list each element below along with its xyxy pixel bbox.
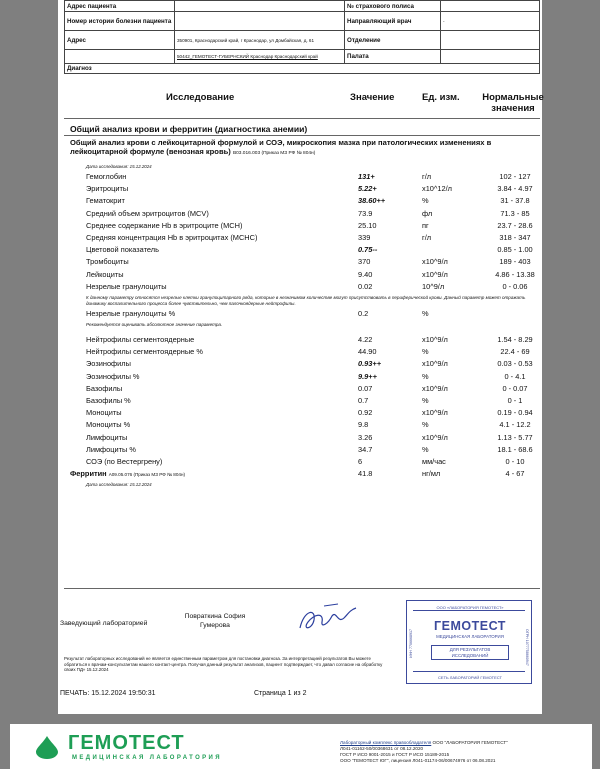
result-unit: % <box>422 371 429 381</box>
report-page <box>58 0 542 714</box>
result-value: 339 <box>358 233 371 242</box>
divider <box>64 588 540 589</box>
result-norm: 0 - 1 <box>507 396 523 405</box>
result-row <box>58 445 542 456</box>
ferritin-code: A09.05.076 (Приказ МЗ РФ № 804н) <box>108 472 186 477</box>
address-patient-label: Адрес пациента <box>65 1 175 12</box>
stamp-bottom-text: СЕТЬ ЛАБОРАТОРИЙ ГЕМОТЕСТ <box>438 675 502 680</box>
report-footer <box>10 724 592 769</box>
result-row <box>58 245 542 256</box>
address-value: 350901, Краснодарский край, г Краснодар, ул Домбайская, д. 61 <box>175 31 345 50</box>
result-name: Базофилы % <box>86 396 131 405</box>
result-name: Эозинофилы <box>86 359 131 369</box>
signature-name: Повраткина София Гумерова <box>184 613 246 629</box>
result-norm: 4.1 - 12.2 <box>499 420 531 430</box>
result-unit: x10^12/л <box>422 184 452 194</box>
result-value: 9.40 <box>358 269 373 279</box>
result-value: 0.2 <box>358 309 369 318</box>
doctor-label: Направляющий врач <box>345 12 441 31</box>
result-row <box>58 233 542 244</box>
result-row <box>58 408 542 419</box>
result-value: 131+ <box>358 172 375 181</box>
result-name: Моноциты % <box>86 420 131 430</box>
column-header-value: Значение <box>350 92 395 103</box>
ferritin-date: Дата исследования: 15.12.2024 <box>86 482 152 487</box>
result-unit: 10^9/л <box>422 281 445 291</box>
result-norm: 4.86 - 13.38 <box>495 269 535 279</box>
result-value: 73.9 <box>358 208 373 218</box>
result-unit: г/л <box>422 172 432 181</box>
result-unit: фл <box>422 208 433 218</box>
stamp-rule <box>413 671 525 672</box>
result-name: Средний объем эритроцитов (MCV) <box>86 208 209 218</box>
divider <box>64 118 540 119</box>
result-name: Нейтрофилы сегментоядерные % <box>86 347 203 357</box>
result-norm: 23.7 - 28.6 <box>497 220 533 230</box>
result-value: 0.02 <box>358 281 373 291</box>
result-value: 9.8 <box>358 420 369 430</box>
divider <box>64 135 540 136</box>
address-patient-value <box>175 1 345 12</box>
result-row <box>58 384 542 395</box>
stamp-subtitle: МЕДИЦИНСКАЯ ЛАБОРАТОРИЯ <box>436 634 504 639</box>
result-unit: % <box>422 196 429 206</box>
policy-value <box>441 1 540 12</box>
analysis-code: B03.016.003 (Приказ МЗ РФ № 804н) <box>232 151 316 156</box>
result-name: Лейкоциты <box>86 269 124 279</box>
disclaimer: Результат лабораторных исследований не является единственным параметром для постановки диагноза. За интерпретацией результатов Вы можете обратиться к врачам-консультантам нашего контакт-центра. Получая данный результат анализов, пациент подтверждает, что давал согласие на обработку своих ПД» 15.12.2024 <box>64 656 383 673</box>
result-name: Тромбоциты <box>86 257 129 267</box>
result-name: Эритроциты <box>86 184 129 194</box>
ward-label: Палата <box>345 50 441 64</box>
result-norm: 22.4 - 69 <box>500 347 530 357</box>
result-unit: пг <box>422 220 429 230</box>
result-unit: мм/час <box>422 457 446 466</box>
stamp-top-text: ООО «ЛАБОРАТОРИЯ ГЕМОТЕСТ» <box>436 605 504 610</box>
result-name: Базофилы <box>86 383 123 393</box>
history-value <box>175 12 345 31</box>
result-unit: % <box>422 309 429 318</box>
section-title: Общий анализ крови и ферритин (диагностика анемии) <box>70 124 308 134</box>
result-unit: г/л <box>422 233 432 242</box>
result-name: СОЭ (по Вестергрену) <box>86 457 163 466</box>
result-norm: 0 - 0.06 <box>502 281 528 291</box>
policy-label: № страхового полиса <box>345 1 441 12</box>
result-row <box>58 359 542 370</box>
drop-logo-icon <box>32 734 62 760</box>
note-absolute: Рекомендуется оценивать абсолютное значение параметра. <box>86 322 223 327</box>
study-date: Дата исследования: 15.12.2024 <box>86 164 152 169</box>
department-label: Отделение <box>345 31 441 50</box>
result-row <box>58 270 542 281</box>
result-value: 0.92 <box>358 408 373 418</box>
result-value: 6 <box>358 457 363 466</box>
column-header-study: Исследование <box>166 92 235 103</box>
lab-stamp <box>406 600 532 684</box>
result-name: Эозинофилы % <box>86 371 140 381</box>
diagnosis-label: Диагноз <box>65 64 540 74</box>
result-value: 3.26 <box>358 432 373 442</box>
footer-owner: ООО "ЛАБОРАТОРИЯ ГЕМОТЕСТ" <box>432 740 508 745</box>
result-unit: x10^9/л <box>422 359 448 369</box>
result-row <box>58 282 542 293</box>
result-name: Моноциты <box>86 408 122 418</box>
footer-brand: ГЕМОТЕСТ <box>68 732 185 754</box>
result-norm: 3.84 - 4.97 <box>497 184 533 194</box>
result-name: Цветовой показатель <box>86 245 159 255</box>
result-norm: 1.54 - 8.29 <box>497 335 533 344</box>
result-norm: 0 - 0.07 <box>502 383 528 393</box>
result-row <box>58 372 542 383</box>
result-value: 38.60++ <box>358 196 386 206</box>
result-value: 0.7 <box>358 396 369 405</box>
result-name: Лимфоциты % <box>86 444 136 454</box>
page-number: Страница 1 из 2 <box>254 690 307 697</box>
result-name: Незрелые гранулоциты % <box>86 309 176 318</box>
result-norm: 0.85 - 1.00 <box>497 245 533 255</box>
result-row <box>58 420 542 431</box>
result-name: Незрелые гранулоциты <box>86 281 167 291</box>
result-name: Гемоглобин <box>86 172 127 181</box>
history-label: Номер истории болезни пациента <box>65 12 175 31</box>
ferritin-name: Ферритин <box>70 469 107 478</box>
result-unit: % <box>422 444 429 454</box>
result-name: Средняя концентрация Hb в эритроцитах (MCHC) <box>86 233 258 242</box>
stamp-rule <box>413 610 525 611</box>
result-name: Среднее содержание Hb в эритроците (MCH) <box>86 220 243 230</box>
result-name: Нейтрофилы сегментоядерные <box>86 335 195 344</box>
result-row <box>58 433 542 444</box>
ward-value <box>441 50 540 64</box>
result-row <box>58 347 542 358</box>
footer-info <box>340 740 580 764</box>
result-row <box>58 257 542 268</box>
footer-subtitle: МЕДИЦИНСКАЯ ЛАБОРАТОРИЯ <box>72 755 222 761</box>
result-row <box>58 221 542 232</box>
result-unit: x10^9/л <box>422 257 448 267</box>
result-norm: 102 - 127 <box>499 172 531 181</box>
print-date: ПЕЧАТЬ: 15.12.2024 19:50:31 <box>60 690 156 697</box>
result-norm: 0 - 4.1 <box>504 371 526 381</box>
result-value: 25.10 <box>358 220 377 230</box>
analysis-title <box>70 138 540 158</box>
result-row <box>58 396 542 407</box>
ferritin-unit: нг/мл <box>422 469 441 478</box>
result-norm: 0.03 - 0.53 <box>497 359 533 369</box>
result-value: 4.22 <box>358 335 373 344</box>
footer-line-3: ГОСТ Р ИСО 9001-2015 и ГОСТ Р ИСО 15189-2015 <box>340 752 450 757</box>
result-row <box>58 457 542 468</box>
stamp-brand: ГЕМОТЕСТ <box>434 619 506 633</box>
result-row <box>58 209 542 220</box>
result-unit: x10^9/л <box>422 408 448 418</box>
result-name: Гематокрит <box>86 196 125 206</box>
result-unit: x10^9/л <box>422 432 448 442</box>
result-value: 34.7 <box>358 444 373 454</box>
ferritin-row <box>58 469 542 480</box>
result-norm: 0 - 10 <box>505 457 525 466</box>
result-value: 0.75-- <box>358 245 378 255</box>
result-value: 0.07 <box>358 383 373 393</box>
result-unit: % <box>422 396 429 405</box>
stamp-left-text: ИНН 7706668917 <box>409 629 413 658</box>
result-norm: 18.1 - 68.6 <box>497 444 533 454</box>
result-unit: x10^9/л <box>422 269 448 279</box>
result-value: 0.93++ <box>358 359 382 369</box>
result-row <box>58 335 542 346</box>
analysis-title-text: Общий анализ крови с лейкоцитарной формулой и СОЭ, микроскопия мазка при патологических изменениях в лейкоцитарной формуле (венозная кровь) <box>70 138 492 156</box>
ferritin-title <box>70 469 185 478</box>
result-value: 44.90 <box>358 347 377 357</box>
result-row <box>58 172 542 183</box>
stamp-middle-text: ДЛЯ РЕЗУЛЬТАТОВ ИССЛЕДОВАНИЙ <box>449 647 491 658</box>
footer-line-2: Л041-01162-50/00368631 от 08.12.2020 <box>340 746 424 751</box>
result-name: Лимфоциты <box>86 432 128 442</box>
customer-label <box>65 50 175 64</box>
department-value <box>441 31 540 50</box>
ferritin-value: 41.8 <box>358 469 373 478</box>
result-value: 370 <box>358 257 371 267</box>
result-unit: % <box>422 347 429 357</box>
note-immature: К данному параметру относятся незрелые клетки гранулоцитарного ряда, которые в незначимом количестве могут присутствовать в периферической крови. Данный параметр может отражать динамику воспалительного процесса более чувствительно, чем палочкоядерные нейтрофилы. <box>86 295 526 306</box>
footer-owner-label: Лабораторный комплекс правообладателя <box>340 740 432 745</box>
result-row <box>58 184 542 195</box>
result-norm: 0.19 - 0.94 <box>497 408 533 418</box>
result-norm: 189 - 403 <box>499 257 531 267</box>
customer-value: 50442_ГЕМОТЕСТ-ГУБЕРНСКИЙ Краснодар Краснодарский край <box>175 50 345 64</box>
result-norm: 71.3 - 85 <box>500 208 530 218</box>
footer-line-4: ООО "ГЕМОТЕСТ ЮГ", лицензия Л041-01174-06/00674976 от 06.08.2021 <box>340 758 496 763</box>
signature-role: Заведующий лабораторией <box>60 620 148 627</box>
stamp-right-text: ОГРН 1077758660947 <box>525 629 529 666</box>
result-unit: % <box>422 420 429 430</box>
patient-info-table <box>64 0 540 74</box>
doctor-value: - <box>441 12 540 31</box>
address-label: Адрес <box>65 31 175 50</box>
result-norm: 318 - 347 <box>499 233 531 242</box>
result-row <box>58 196 542 207</box>
result-unit: x10^9/л <box>422 383 448 393</box>
result-norm: 1.13 - 5.77 <box>497 432 533 442</box>
result-unit: x10^9/л <box>422 335 448 344</box>
column-header-norm: Нормальные значения <box>482 92 544 114</box>
result-row <box>58 309 542 320</box>
result-value: 5.22+ <box>358 184 377 194</box>
column-header-unit: Ед. изм. <box>422 92 460 103</box>
ferritin-norm: 4 - 67 <box>505 469 525 478</box>
result-norm: 31 - 37.8 <box>500 196 530 206</box>
handwritten-signature <box>294 600 364 636</box>
result-value: 9.9++ <box>358 371 377 381</box>
